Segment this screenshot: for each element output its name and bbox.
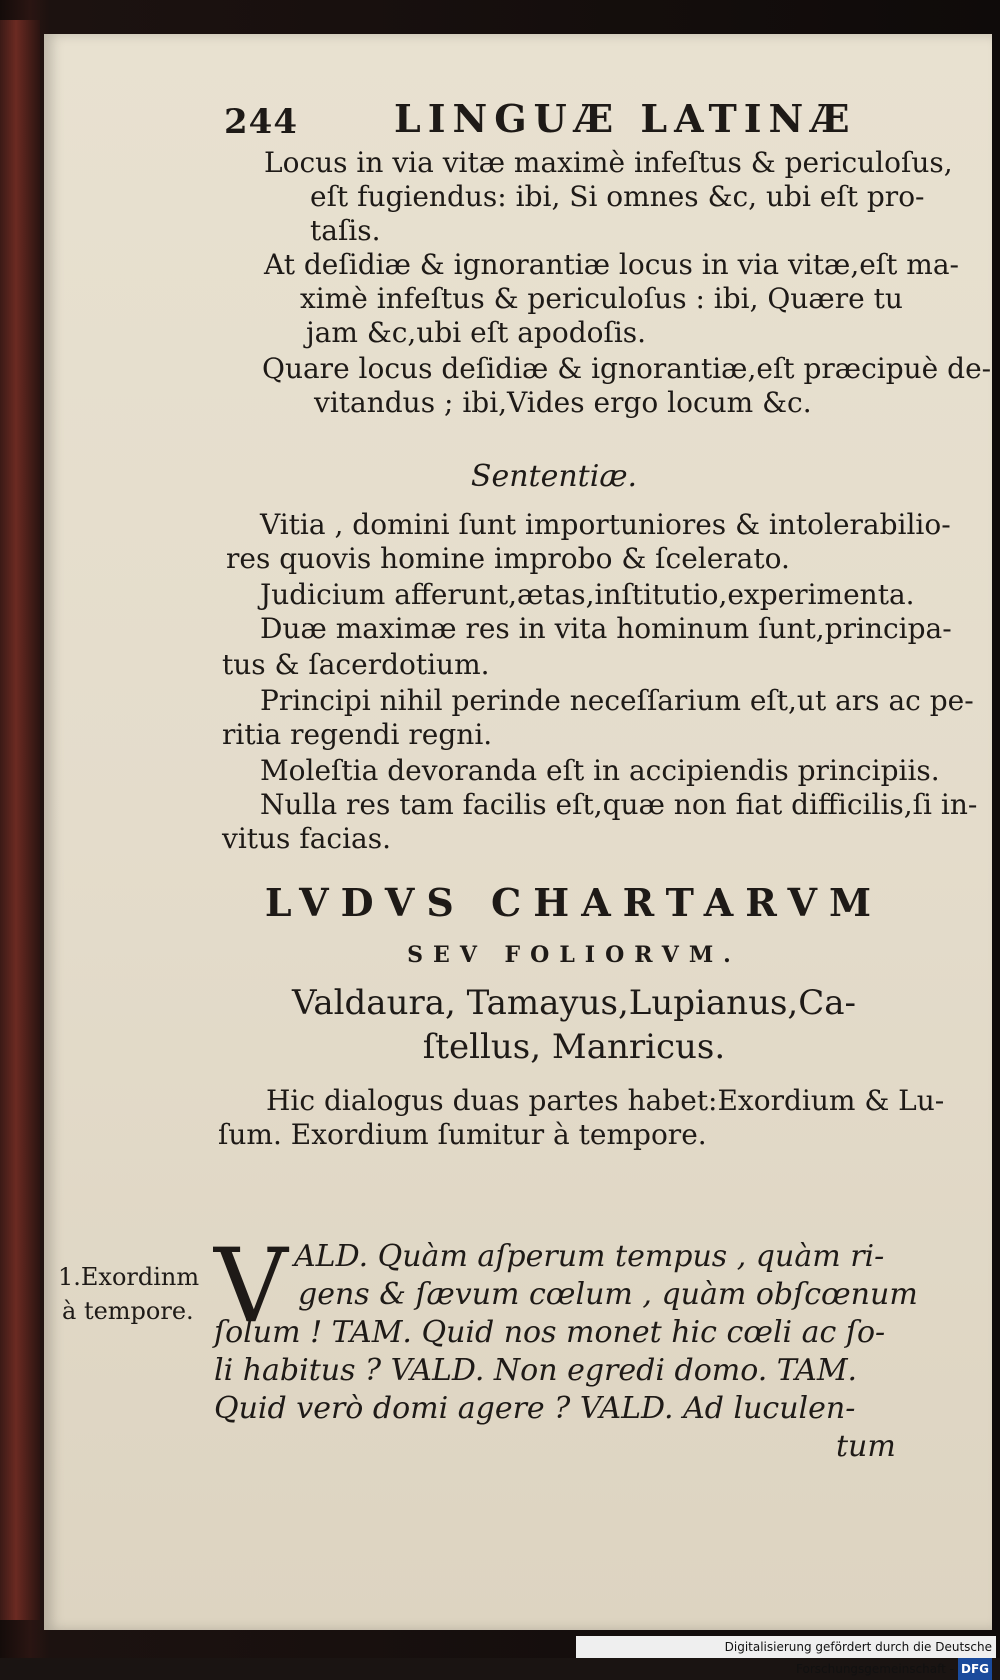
text-line: Nulla res tam facilis eſt,quæ non fiat difficilis,ſi in-: [260, 788, 978, 821]
text-line: tus & ſacerdotium.: [222, 648, 490, 681]
dialogue-subtitle: SEV FOLIORVM.: [407, 942, 741, 968]
text-line: eſt fugiendus: ibi, Si omnes &c, ubi eſt pro-: [310, 180, 925, 213]
dialogue-line: ALD. Quàm aſperum tempus , quàm ri-: [294, 1239, 885, 1274]
text-line: taſis.: [310, 214, 381, 247]
dialogue-title: LVDVS CHARTARVM: [264, 880, 884, 925]
book-page: [44, 34, 992, 1630]
text-line: ritia regendi regni.: [222, 718, 493, 751]
text-line: Duæ maximæ res in vita hominum ſunt,principa-: [260, 612, 952, 645]
text-line: Vitia , domini ſunt importuniores & intolerabilio-: [260, 508, 951, 541]
text-line: At deſidiæ & ignorantiæ locus in via vitæ,eſt ma-: [264, 248, 960, 281]
book-spine: [0, 20, 40, 1620]
text-line: vitus facias.: [222, 822, 391, 855]
text-line: vitandus ; ibi,Vides ergo locum &c.: [314, 386, 812, 419]
page-number: 244: [224, 102, 298, 142]
dialogue-line: gens & ſævum cœlum , quàm obſcœnum: [298, 1277, 918, 1312]
argument-line: ſum. Exordium ſumitur à tempore.: [218, 1118, 707, 1151]
text-line: Judicium afferunt,ætas,inſtitutio,experimenta.: [260, 578, 915, 611]
digitization-footer: [576, 1636, 996, 1676]
dialogue-line: li habitus ? VALD. Non egredi domo. TAM.: [214, 1353, 858, 1388]
dialogue-persons: ſtellus, Manricus.: [422, 1027, 726, 1067]
text-line: jam &c,ubi eſt apodoſis.: [306, 316, 647, 349]
running-head: LINGUÆ LATINÆ: [394, 96, 857, 141]
margin-note: 1.Exordinm: [58, 1263, 200, 1291]
drop-capital: V: [214, 1227, 288, 1346]
text-line: Principi nihil perinde neceſſarium eſt,ut ars ac pe-: [260, 684, 974, 717]
text-line: Locus in via vitæ maximè infeſtus & periculoſus,: [264, 146, 953, 179]
dialogue-line: Quid verò domi agere ? VALD. Ad luculen-: [214, 1391, 856, 1426]
text-line: Moleſtia devoranda eſt in accipiendis principiis.: [260, 754, 940, 787]
catchword: tum: [836, 1429, 896, 1464]
text-line: ximè infeſtus & periculoſus : ibi, Quære tu: [300, 282, 903, 315]
dialogue-persons: Valdaura, Tamayus,Lupianus,Ca-: [291, 983, 857, 1023]
section-heading: Sententiæ.: [470, 459, 638, 494]
text-line: Quare locus deſidiæ & ignorantiæ,eſt præcipuè de-: [262, 352, 992, 385]
argument-line: Hic dialogus duas partes habet:Exordium & Lu-: [266, 1084, 945, 1117]
margin-note: à tempore.: [62, 1297, 194, 1325]
dfg-logo: DFG: [958, 1658, 992, 1680]
footer-text: Digitalisierung gefördert durch die Deutsche Forschungsgemeinschaft -: [724, 1640, 992, 1676]
dialogue-line: ſolum ! TAM. Quid nos monet hic cœli ac ſo-: [214, 1315, 886, 1350]
text-line: res quovis homine improbo & ſcelerato.: [226, 542, 790, 575]
